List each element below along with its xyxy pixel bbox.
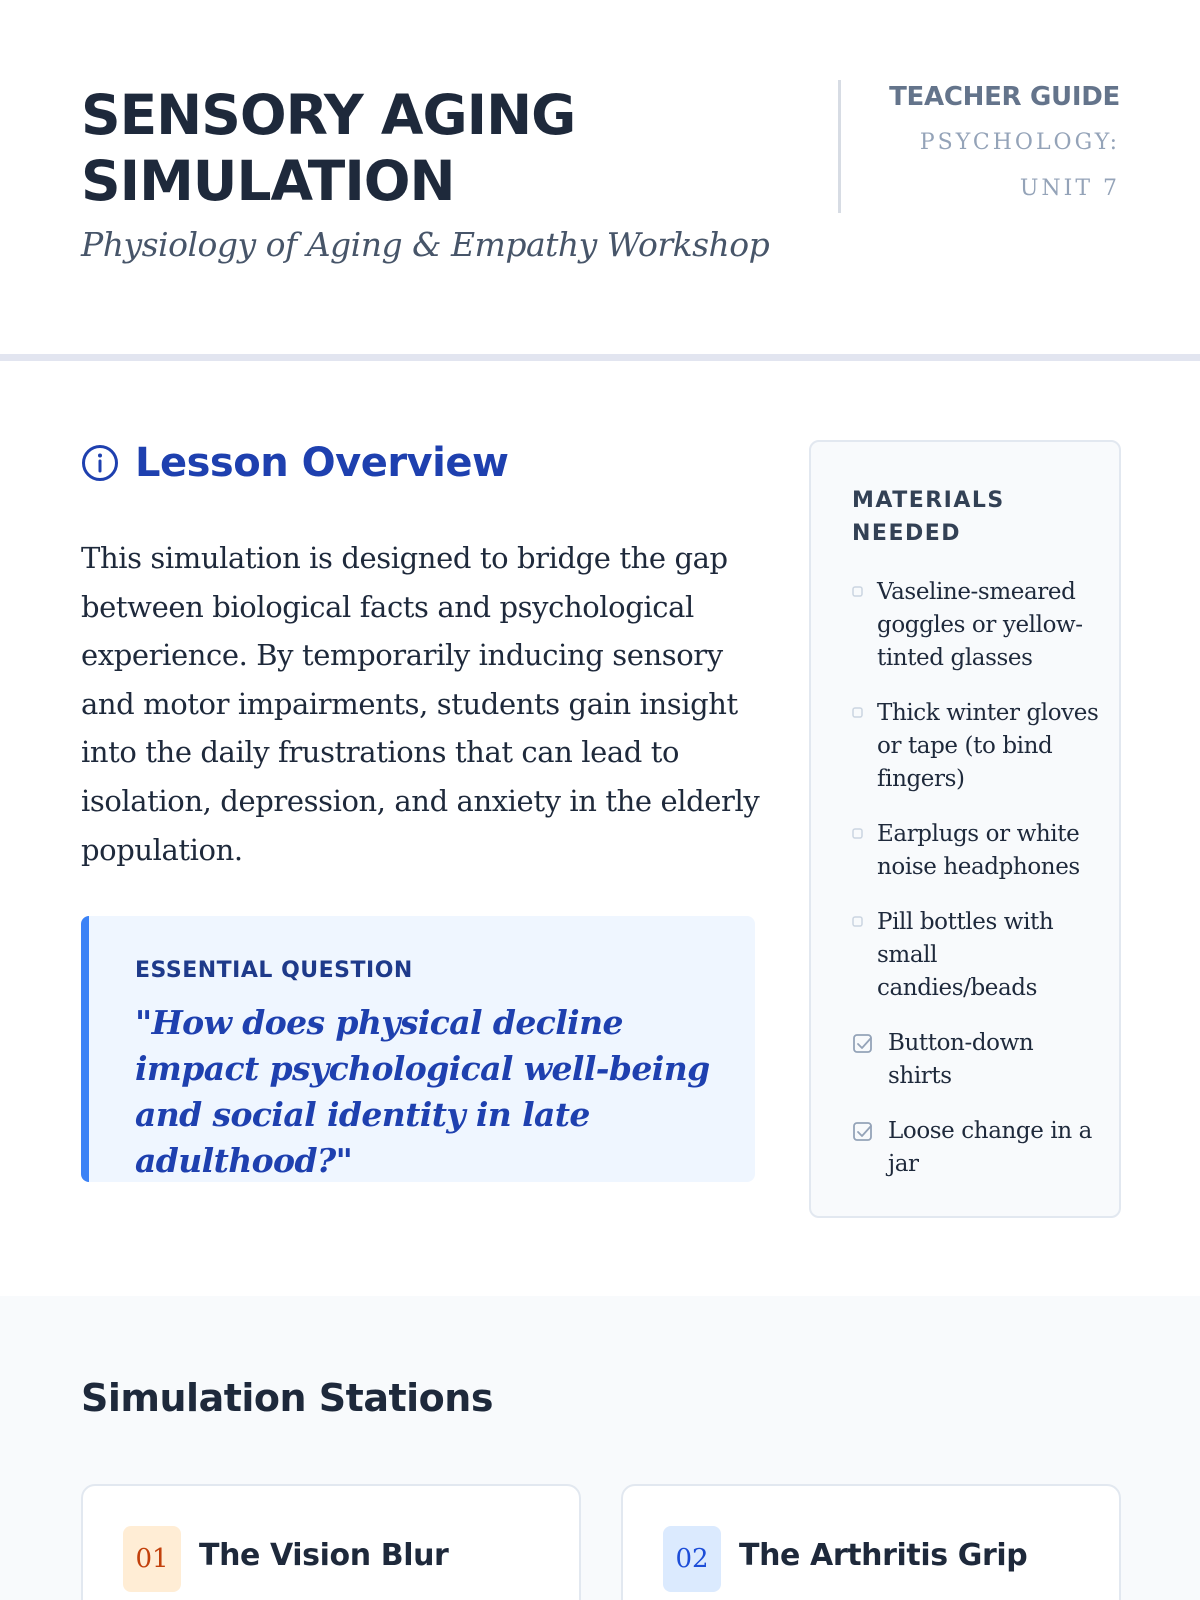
material-label: Vaseline-smeared goggles or yellow-tinted glasses: [877, 579, 1083, 671]
materials-list: [852, 576, 1102, 1203]
square-bullet-icon: [852, 916, 863, 927]
header-divider: [838, 80, 841, 213]
page-title-line-1: SENSORY AGING: [81, 83, 576, 147]
materials-title: MATERIALS NEEDED: [852, 488, 1005, 546]
material-label: Button-down shirts: [888, 1030, 1034, 1089]
material-label: Earplugs or white noise headphones: [877, 821, 1080, 880]
material-label: Pill bottles with small candies/beads: [877, 909, 1054, 1001]
essential-question-box: [81, 916, 755, 1182]
simulation-stations-title: Simulation Stations: [81, 1376, 493, 1420]
list-item: [852, 1027, 1102, 1093]
course-label: PSYCHOLOGY:: [919, 130, 1120, 155]
station-name: The Arthritis Grip: [739, 1538, 1028, 1573]
station-name: The Vision Blur: [199, 1538, 449, 1573]
station-number-badge: 02: [663, 1526, 721, 1592]
page-subtitle: Physiology of Aging & Empathy Workshop: [81, 225, 770, 264]
checkbox-icon: [852, 1121, 874, 1143]
material-label: Loose change in a jar: [888, 1118, 1092, 1177]
essential-question-text: "How does physical decline impact psychological well-being and social identity in late adulthood?": [135, 1003, 710, 1180]
info-icon: [81, 444, 119, 482]
station-card-arthritis-grip: [621, 1484, 1121, 1600]
header-rule: [0, 354, 1200, 361]
list-item: [852, 818, 1102, 884]
list-item: [852, 1115, 1102, 1181]
list-item: [852, 576, 1102, 675]
simulation-stations-section: [0, 1296, 1200, 1600]
page-title: [81, 82, 801, 214]
station-card-vision-blur: [81, 1484, 581, 1600]
square-bullet-icon: [852, 707, 863, 718]
page-title-line-2: SIMULATION: [81, 149, 455, 213]
materials-panel: [809, 440, 1121, 1218]
list-item: [852, 697, 1102, 796]
square-bullet-icon: [852, 586, 863, 597]
checkbox-icon: [852, 1033, 874, 1055]
material-label: Thick winter gloves or tape (to bind fingers): [877, 700, 1099, 792]
lesson-overview-title: Lesson Overview: [135, 440, 509, 486]
lesson-overview-heading: [81, 440, 508, 486]
essential-question-label: ESSENTIAL QUESTION: [135, 958, 413, 983]
square-bullet-icon: [852, 828, 863, 839]
station-number-badge: 01: [123, 1526, 181, 1592]
list-item: [852, 906, 1102, 1005]
teacher-guide-label: TEACHER GUIDE: [889, 82, 1120, 112]
page-header: [0, 0, 1200, 354]
unit-label: UNIT 7: [1019, 176, 1120, 201]
lesson-overview-text: This simulation is designed to bridge the gap between biological facts and psychological experience. By temporarily inducing sensory and motor impairments, students gain insight into the daily frustrations that can lead to isolation, depression, and anxiety in the elderly population.: [81, 541, 760, 867]
